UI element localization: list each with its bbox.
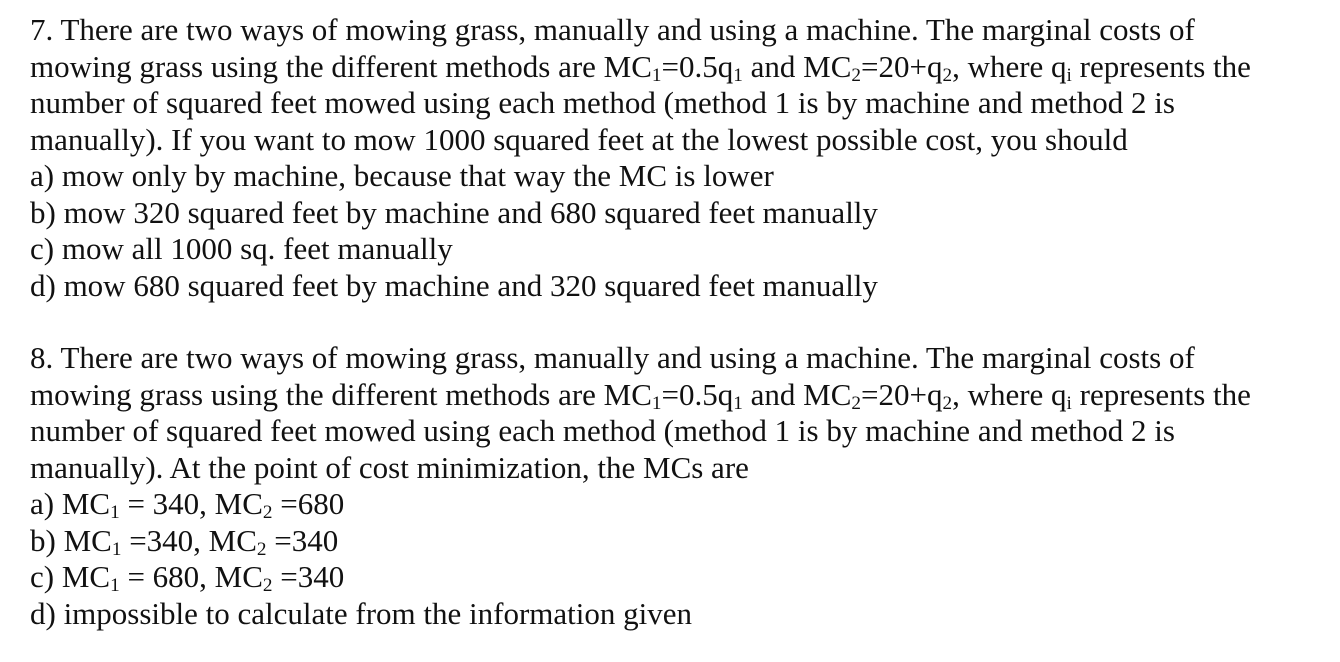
text-run: b) mow 320 squared feet by machine and 680 squared feet manually (30, 194, 878, 230)
question-7-option-a (30, 158, 1330, 195)
subscript-text: 2 (851, 392, 861, 414)
question-7-stem-line-4 (30, 122, 1330, 159)
text-run: c) mow all 1000 sq. feet manually (30, 231, 453, 266)
document-page (30, 12, 1330, 632)
question-8 (30, 340, 1330, 632)
subscript-text: 2 (262, 502, 273, 524)
question-7-option-b (30, 195, 1330, 232)
subscript-text: i (1066, 392, 1072, 414)
text-run: , where q (952, 48, 1067, 84)
question-8-option-c (30, 559, 1330, 596)
text-run: =20+q (860, 48, 943, 84)
subscript-text: 2 (851, 64, 861, 86)
subscript-text: i (1066, 64, 1072, 86)
text-run: =680 (272, 486, 345, 521)
question-8-option-a (30, 486, 1330, 523)
question-7-option-d (30, 268, 1330, 305)
text-run: 8. There are two ways of mowing grass, manually and using a machine. The marginal costs of (30, 340, 1195, 375)
text-run: b) MC (30, 522, 112, 558)
text-run: =340 (266, 522, 339, 558)
text-run: , where q (952, 376, 1067, 412)
text-run: = 680, MC (119, 559, 263, 594)
text-run: d) impossible to calculate from the information given (30, 595, 693, 631)
subscript-text: 2 (942, 64, 953, 86)
text-run: = 340, MC (119, 486, 263, 521)
subscript-text: 1 (651, 64, 662, 86)
text-run: represents the (1071, 376, 1251, 412)
question-8-stem-line-1 (30, 340, 1330, 377)
subscript-text: 1 (733, 64, 743, 86)
subscript-text: 2 (942, 392, 953, 414)
text-run: c) MC (30, 559, 111, 594)
text-run: a) mow only by machine, because that way the MC is lower (30, 158, 774, 193)
text-run: 7. There are two ways of mowing grass, manually and using a machine. The marginal costs of (30, 12, 1195, 47)
subscript-text: 1 (110, 502, 120, 524)
text-run: mowing grass using the different methods are MC (30, 376, 652, 412)
subscript-text: 2 (256, 538, 267, 560)
text-run: mowing grass using the different methods are MC (30, 48, 652, 84)
question-7-stem-line-3 (30, 85, 1330, 122)
question-8-stem-line-4 (30, 450, 1330, 487)
text-run: and MC (742, 376, 852, 412)
subscript-text: 2 (262, 575, 273, 597)
text-run: number of squared feet mowed using each method (method 1 is by machine and method 2 is (30, 413, 1175, 448)
question-8-option-b (30, 523, 1330, 560)
text-run: number of squared feet mowed using each method (method 1 is by machine and method 2 is (30, 85, 1175, 120)
text-run: manually). If you want to mow 1000 squared feet at the lowest possible cost, you should (30, 121, 1128, 157)
question-7-stem-line-2 (30, 49, 1330, 86)
subscript-text: 1 (733, 392, 743, 414)
text-run: represents the (1071, 48, 1251, 84)
text-run: =340, MC (121, 522, 257, 558)
text-run: a) MC (30, 486, 111, 521)
question-7-option-c (30, 231, 1330, 268)
text-run: =0.5q (661, 376, 734, 412)
subscript-text: 1 (651, 392, 662, 414)
text-run: d) mow 680 squared feet by machine and 320 squared feet manually (30, 267, 878, 303)
subscript-text: 1 (110, 575, 120, 597)
text-run: and MC (742, 48, 852, 84)
question-8-stem-line-2 (30, 377, 1330, 414)
text-run: =340 (272, 559, 345, 594)
question-7 (30, 12, 1330, 304)
text-run: manually). At the point of cost minimization, the MCs are (30, 449, 749, 485)
text-run: =20+q (860, 376, 943, 412)
text-run: =0.5q (661, 48, 734, 84)
question-8-option-d (30, 596, 1330, 633)
question-8-stem-line-3 (30, 413, 1330, 450)
subscript-text: 1 (111, 538, 122, 560)
question-7-stem-line-1 (30, 12, 1330, 49)
